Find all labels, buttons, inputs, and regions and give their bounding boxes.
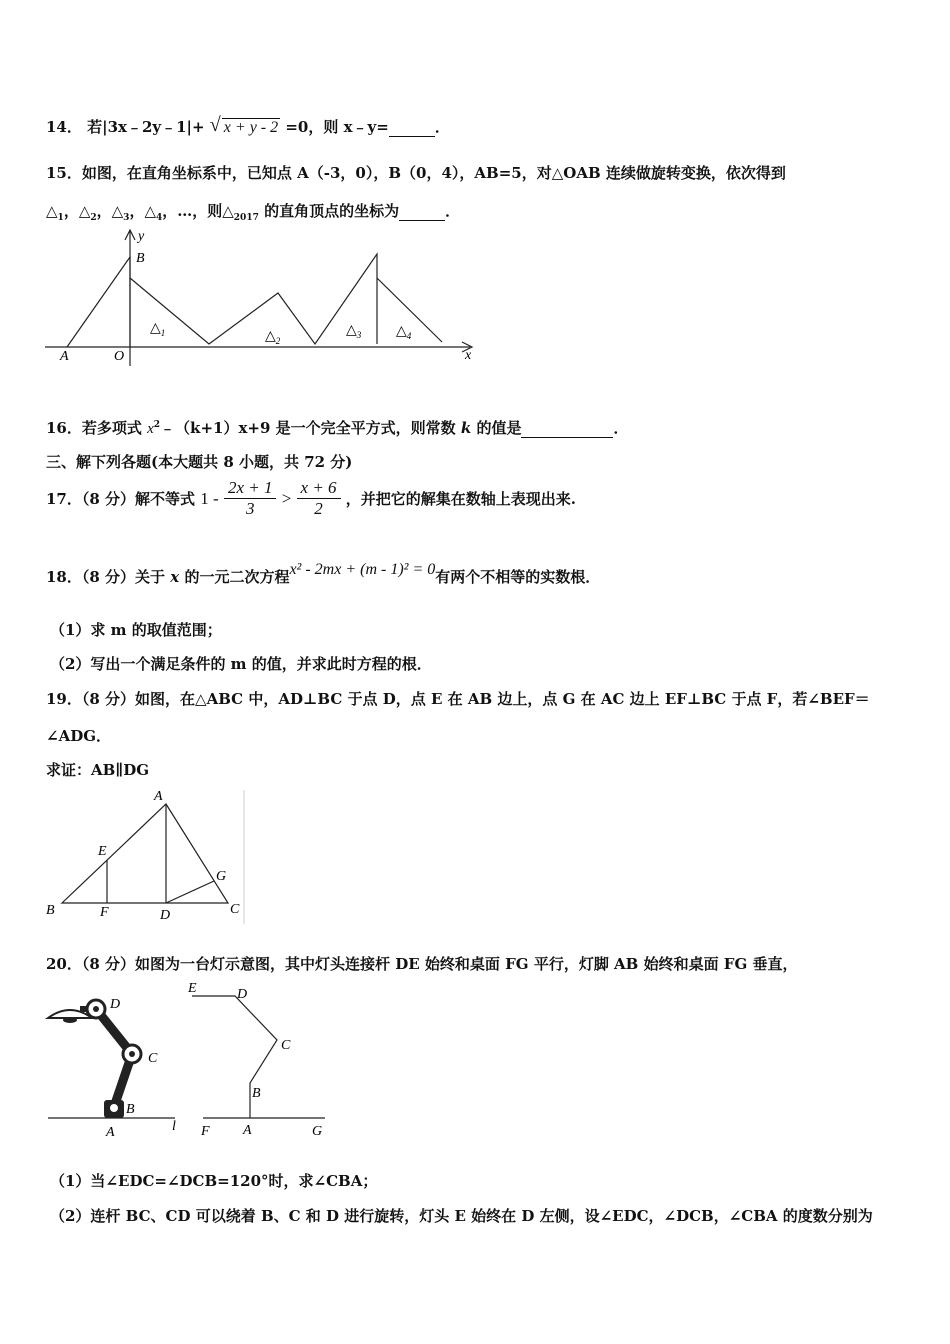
lamp-joint-b bbox=[109, 1103, 119, 1113]
q19-label-c: C bbox=[230, 902, 240, 917]
q18-text-post: 有两个不相等的实数根． bbox=[435, 568, 601, 586]
q16-var-k: k bbox=[460, 419, 472, 437]
q19-prove-statement: 求证：AB∥DG bbox=[46, 761, 150, 779]
q17-text-post: ，并把它的解集在数轴上表现出来. bbox=[345, 490, 577, 508]
question-19-line1 bbox=[46, 688, 870, 709]
q19-label-d: D bbox=[160, 908, 171, 923]
triangle-2-label: $\triangle_2$ bbox=[265, 329, 281, 346]
q17-fraction-1-denominator: 3 bbox=[245, 499, 255, 518]
q19-label-b: B bbox=[46, 903, 55, 918]
question-19-line2: ∠ADG． bbox=[46, 727, 112, 745]
q20-text1: （8 分）如图为一台灯示意图，其中灯头连接杆 DE 始终和桌面 FG 平行，灯脚 AB 始终和桌面 FG 垂直， bbox=[81, 955, 798, 973]
q17-fraction-2 bbox=[297, 478, 341, 519]
q15-sub3: 3 bbox=[123, 213, 130, 223]
q19-figure bbox=[40, 786, 250, 926]
question-15-line1 bbox=[46, 162, 786, 183]
q15-number: 15． bbox=[46, 164, 82, 182]
triangle-1-label: $\triangle_1$ bbox=[150, 321, 166, 338]
triangle-oab bbox=[67, 257, 130, 347]
q15-sub4: 4 bbox=[155, 213, 163, 223]
q18-part-1: （1）求 m 的取值范围； bbox=[50, 621, 222, 639]
q15-end: ． bbox=[445, 202, 461, 220]
q15-tri: ，△ bbox=[96, 202, 124, 220]
q15-tri: ，△ bbox=[129, 202, 156, 220]
schematic-label-c: C bbox=[281, 1038, 291, 1053]
question-14 bbox=[46, 116, 450, 137]
question-16 bbox=[46, 417, 629, 438]
q14-text-pre: 若|3x﹣2y﹣1|+ bbox=[87, 118, 205, 136]
q20-part-2: （2）连杆 BC、CD 可以绕着 B、C 和 D 进行旋转，灯头 E 始终在 D 左侧，设∠EDC，∠DCB，∠CBA 的度数分别为 bbox=[50, 1207, 873, 1225]
q20-number: 20． bbox=[46, 955, 82, 973]
q16-text-pre: 若多项式 bbox=[81, 419, 148, 437]
q16-end: ． bbox=[613, 419, 629, 437]
lamp-label-a: A bbox=[106, 1125, 115, 1140]
question-18 bbox=[46, 561, 601, 587]
q16-var-x: x bbox=[147, 421, 154, 437]
schematic-label-b: B bbox=[252, 1086, 261, 1101]
q15-tri: △ bbox=[46, 202, 58, 220]
q19-number: 19． bbox=[46, 690, 82, 708]
q18-var-x: x bbox=[170, 568, 180, 586]
q15-sub2: 2 bbox=[90, 213, 97, 223]
q18-text-pre: （8 分）关于 bbox=[81, 568, 171, 586]
lamp-label-b: B bbox=[126, 1102, 135, 1117]
question-15-line2 bbox=[46, 200, 460, 223]
schematic-label-d: D bbox=[237, 987, 248, 1002]
q19-label-g: G bbox=[216, 869, 227, 884]
triangle-abc bbox=[62, 804, 228, 903]
q15-tri: ，△ bbox=[63, 202, 91, 220]
q20-schematic-figure bbox=[185, 978, 335, 1140]
q14-text-post: =0，则 x﹣y= bbox=[285, 118, 389, 136]
q17-fraction-2-denominator: 2 bbox=[314, 499, 323, 518]
q17-one-minus: 1 - bbox=[200, 488, 219, 508]
origin-label: O bbox=[114, 349, 125, 364]
q15-tri: ，…，则△ bbox=[162, 202, 234, 220]
q18-equation: x² - 2mx + (m - 1)² = 0 bbox=[289, 561, 436, 578]
q17-fraction-2-numerator: x + 6 bbox=[297, 478, 341, 499]
lamp-linkage bbox=[192, 996, 277, 1118]
q15-sub2017: 2017 bbox=[233, 213, 259, 223]
q16-number: 16． bbox=[46, 419, 82, 437]
q19-label-a: A bbox=[154, 789, 163, 804]
q18-number: 18． bbox=[46, 568, 82, 586]
q17-text-pre: （8 分）解不等式 bbox=[81, 490, 196, 508]
schematic-label-a: A bbox=[243, 1123, 252, 1138]
q17-number: 17． bbox=[46, 490, 82, 508]
schematic-label-f: F bbox=[201, 1124, 210, 1139]
q14-sqrt-radicand: x + y - 2 bbox=[223, 119, 279, 136]
q20-part-1: （1）当∠EDC=∠DCB=120°时，求∠CBA； bbox=[50, 1172, 378, 1190]
point-a-label: A bbox=[60, 349, 69, 364]
q19-text1: （8 分）如图，在△ABC 中，AD⊥BC 于点 D，点 E 在 AB 边上，点 G 在 AC 边上 EF⊥BC 于点 F，若∠BEF＝ bbox=[81, 690, 870, 708]
q19-label-f: F bbox=[100, 905, 109, 920]
q15-answer-blank[interactable] bbox=[399, 202, 445, 221]
q14-number: 14． bbox=[46, 118, 82, 136]
q14-answer-blank[interactable] bbox=[389, 118, 435, 137]
q15-text2: 的直角顶点的坐标为 bbox=[258, 202, 400, 220]
triangle-4-label: $\triangle_4$ bbox=[396, 324, 412, 341]
q17-fraction-1-numerator: 2x + 1 bbox=[224, 478, 277, 499]
question-20 bbox=[46, 953, 798, 974]
q15-sub1: 1 bbox=[57, 213, 64, 223]
q16-exponent: 2 bbox=[153, 420, 161, 430]
q16-answer-blank[interactable] bbox=[521, 419, 613, 438]
q18-part-2: （2）写出一个满足条件的 m 的值，并求此时方程的根． bbox=[50, 655, 432, 673]
triangle-3-label: $\triangle_3$ bbox=[346, 323, 362, 340]
segment-dg bbox=[166, 881, 214, 903]
q19-label-e: E bbox=[98, 844, 107, 859]
lamp-label-c: C bbox=[148, 1051, 158, 1066]
q18-text-mid: 的一元二次方程 bbox=[179, 568, 290, 586]
x-axis-label: x bbox=[465, 348, 472, 363]
q16-text-mid: ﹣（k+1）x+9 是一个完全平方式，则常数 bbox=[160, 419, 461, 437]
schematic-label-e: E bbox=[188, 981, 197, 996]
question-17 bbox=[46, 478, 576, 519]
q20-lamp-figure bbox=[40, 990, 190, 1140]
q15-text1: 如图，在直角坐标系中，已知点 A（-3，0），B（0，4），AB=5，对△OAB 连续做旋转变换，依次得到 bbox=[81, 164, 786, 182]
rotation-path bbox=[130, 254, 377, 344]
q17-fraction-1 bbox=[224, 478, 277, 519]
section-3-heading: 三、解下列各题(本大题共 8 小题，共 72 分) bbox=[46, 453, 353, 471]
q14-end: ． bbox=[434, 118, 450, 136]
point-b-label: B bbox=[136, 251, 145, 266]
schematic-label-g: G bbox=[312, 1124, 323, 1139]
q15-figure bbox=[40, 226, 480, 396]
y-axis-label: y bbox=[138, 229, 145, 244]
q17-greater-than: > bbox=[281, 488, 292, 508]
q16-text-post: 的值是 bbox=[471, 419, 522, 437]
lamp-label-d: D bbox=[110, 997, 121, 1012]
q14-sqrt: √ x + y - 2 bbox=[209, 114, 279, 136]
lamp-label-l: l bbox=[172, 1119, 176, 1134]
